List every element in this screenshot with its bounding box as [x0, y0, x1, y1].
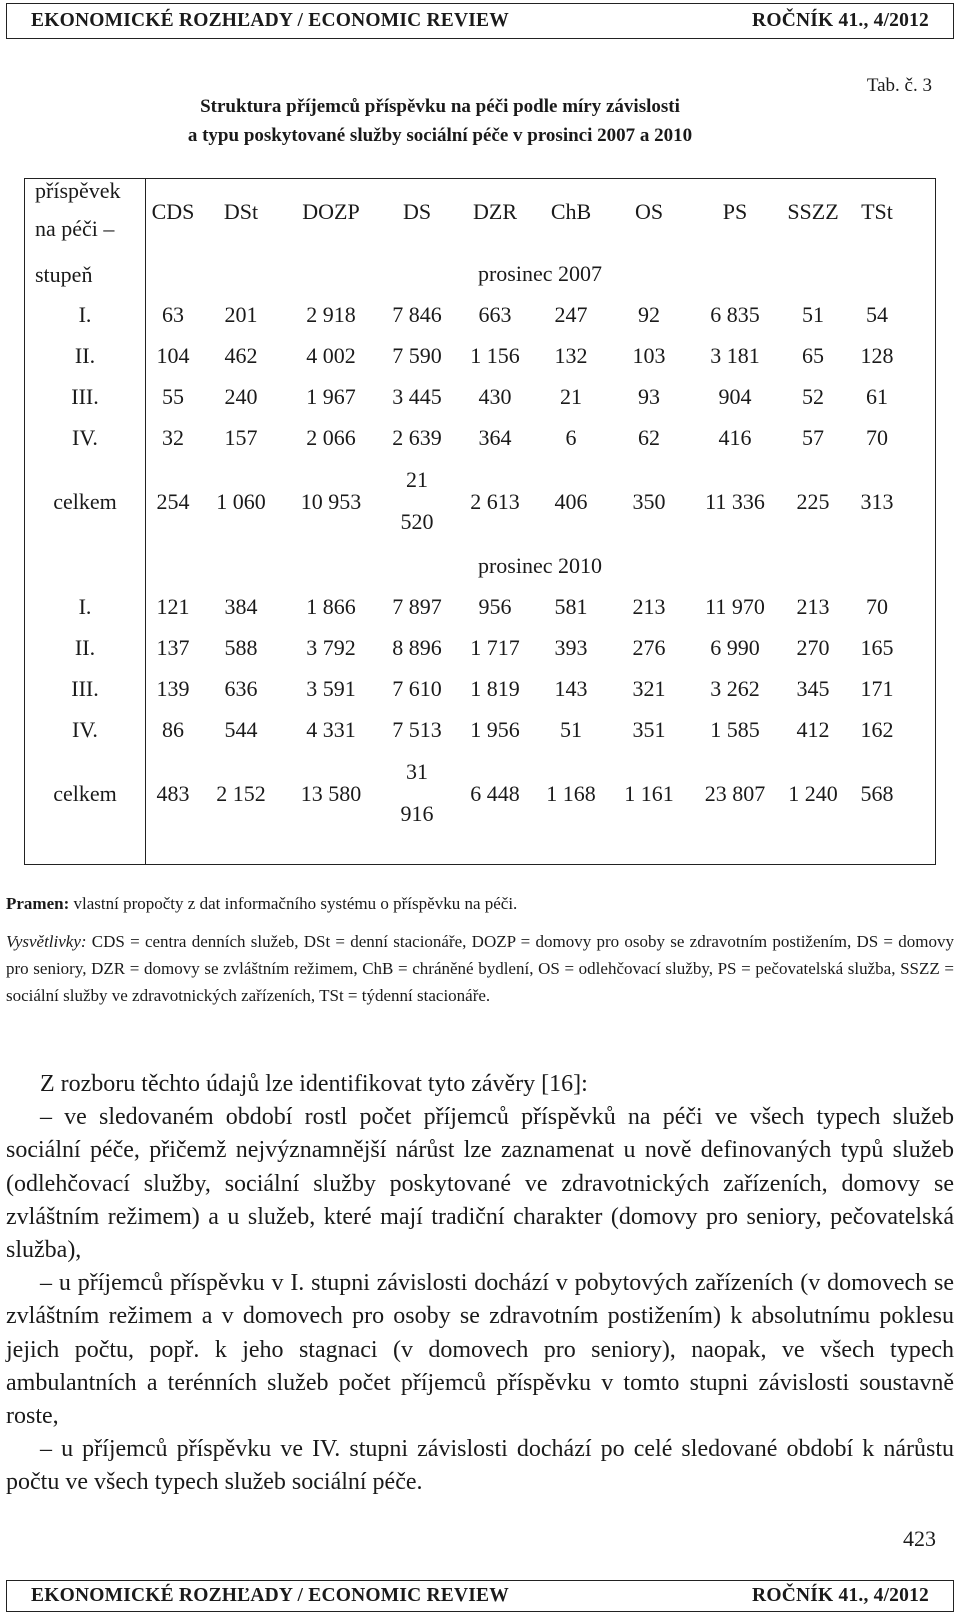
body-point-2: – u příjemců příspěvku v I. stupni závislosti dochází v pobytových zařízeních (v domovech se zvláštním režimem a v domovech pro osoby se zdravotním postižením) k absolutnímu poklesu jejich počtu, popř. k jeho stagnaci (v domovech pro seniory), naopak, ve všech typech ambulantních a terénních služeb počet příjemců příspěvku v tomto stupni závislosti soustavně roste, — [6, 1270, 954, 1430]
table-cell: 165 — [860, 635, 894, 660]
table-cell: 103 — [632, 343, 666, 368]
total-cell: 568 — [860, 781, 894, 806]
table-explanation — [6, 928, 954, 1009]
table-cell: 1 717 — [470, 635, 520, 660]
body-intro: Z rozboru těchto údajů lze identifikovat tyto závěry [16]: — [40, 1071, 588, 1097]
column-header: DSt — [223, 199, 259, 224]
table-source — [6, 894, 517, 914]
table-cell: 663 — [478, 302, 512, 327]
table-cell: 55 — [162, 384, 184, 409]
table-cell: 6 — [565, 425, 577, 450]
table-cell: 270 — [796, 635, 830, 660]
table-caption — [0, 92, 960, 150]
row-label: III. — [71, 384, 99, 409]
column-header: CDS — [151, 199, 195, 224]
body-point-1: – ve sledovaném období rostl počet příjemců příspěvků na péči ve všech typech služeb sociální péče, přičemž nejvýznamnější nárůst lze zaznamenat u nově definovaných typů služeb (odlehčovací služby, sociální služby poskytované ve zdravotnických zařízeních, domovy se zvláštním režimem) a u služeb, které mají tradiční charakter (domovy pro seniory, pečovatelská služba), — [6, 1104, 954, 1264]
row-header-line: stupeň — [35, 262, 93, 287]
table-cell: 384 — [224, 594, 258, 619]
table-cell: 412 — [796, 717, 830, 742]
table-cell: 2 066 — [306, 425, 356, 450]
table-cell: 3 792 — [306, 635, 356, 660]
total-label: celkem — [53, 781, 117, 806]
total-cell: 1 240 — [788, 781, 838, 806]
total-cell: 225 — [796, 489, 830, 514]
table-cell: 132 — [554, 343, 588, 368]
total-ds-part-2: 916 — [400, 801, 434, 826]
caption-line-1: Struktura příjemců příspěvku na péči podle míry závislosti — [200, 96, 680, 117]
table-cell: 32 — [162, 425, 184, 450]
column-header: SSZZ — [787, 199, 839, 224]
table-cell: 393 — [554, 635, 588, 660]
row-label: I. — [78, 302, 92, 327]
row-label: IV. — [72, 425, 98, 450]
total-ds-part-1: 31 — [406, 759, 428, 784]
total-cell: 13 580 — [300, 781, 362, 806]
table-cell: 462 — [224, 343, 258, 368]
table-cell: 416 — [718, 425, 752, 450]
table-cell: 3 591 — [306, 676, 356, 701]
table-cell: 57 — [802, 425, 824, 450]
table-cell: 351 — [632, 717, 666, 742]
table-cell: 544 — [224, 717, 258, 742]
explanation-label: Vysvětlivky: — [6, 932, 87, 951]
table-cell: 1 585 — [710, 717, 760, 742]
total-cell: 254 — [156, 489, 190, 514]
table-cell: 581 — [554, 594, 588, 619]
table-cell: 93 — [638, 384, 660, 409]
row-header-line: na péči – — [35, 216, 115, 241]
table-cell: 636 — [224, 676, 258, 701]
section-title: prosinec 2010 — [477, 553, 603, 578]
table-cell: 65 — [802, 343, 824, 368]
table-cell: 247 — [554, 302, 588, 327]
section-title: prosinec 2007 — [477, 261, 603, 286]
table-cell: 171 — [860, 676, 894, 701]
table-cell: 430 — [478, 384, 512, 409]
caption-line-2: a typu poskytované služby sociální péče v prosinci 2007 a 2010 — [187, 125, 693, 146]
table-cell: 321 — [632, 676, 666, 701]
table-cell: 201 — [224, 302, 258, 327]
column-header: TSt — [861, 199, 893, 224]
column-header: DS — [402, 199, 432, 224]
row-label: II. — [74, 343, 96, 368]
table-cell: 7 610 — [392, 676, 442, 701]
table-cell: 4 331 — [306, 717, 356, 742]
table-cell: 240 — [224, 384, 258, 409]
table-cell: 162 — [860, 717, 894, 742]
explanation-text: CDS = centra denních služeb, DSt = denní stacionáře, DOZP = domovy pro osoby se zdravotním postižením, DS = domovy pro seniory, DZR = domovy se zvláštním režimem, ChB = chráněné bydlení, OS = odlehčovací služby, PS = pečovatelská služba, SSZZ = sociální služby ve zdravotnických zařízeních, TSt = týdenní stacionáře. — [6, 932, 954, 1005]
total-cell: 1 168 — [546, 781, 596, 806]
table-cell: 70 — [866, 594, 888, 619]
table-cell: 157 — [224, 425, 258, 450]
table-cell: 7 846 — [392, 302, 442, 327]
total-ds-part-1: 21 — [406, 467, 428, 492]
table-cell: 345 — [796, 676, 830, 701]
body-text — [6, 1068, 954, 1500]
column-header: ChB — [550, 199, 592, 224]
table-cell: 62 — [638, 425, 660, 450]
table-cell: 2 639 — [392, 425, 442, 450]
table-cell: 1 967 — [306, 384, 356, 409]
table-cell: 2 918 — [306, 302, 356, 327]
total-cell: 483 — [156, 781, 190, 806]
volume-label: ROČNÍK 41., 4/2012 — [752, 10, 929, 31]
table-cell: 1 956 — [470, 717, 520, 742]
source-text: vlastní propočty z dat informačního systému o příspěvku na péči. — [69, 894, 518, 913]
column-header: OS — [634, 199, 664, 224]
table-cell: 1 866 — [306, 594, 356, 619]
total-cell: 2 152 — [216, 781, 266, 806]
table-cell: 364 — [478, 425, 512, 450]
body-point-3: – u příjemců příspěvku ve IV. stupni závislosti dochází po celé sledované období k nárůstu počtu ve všech typech služeb sociální péče. — [6, 1436, 954, 1496]
table-cell: 8 896 — [392, 635, 442, 660]
total-cell: 6 448 — [470, 781, 520, 806]
table-cell: 51 — [802, 302, 824, 327]
table-cell: 3 181 — [710, 343, 760, 368]
table-cell: 213 — [796, 594, 830, 619]
table-cell: 70 — [866, 425, 888, 450]
table-cell: 86 — [162, 717, 184, 742]
total-cell: 1 060 — [216, 489, 266, 514]
table-number: Tab. č. 3 — [866, 75, 932, 96]
table-cell: 21 — [560, 384, 582, 409]
table-cell: 6 835 — [710, 302, 760, 327]
row-header-line: příspěvek — [35, 178, 121, 203]
table-cell: 63 — [162, 302, 184, 327]
table-cell: 1 819 — [470, 676, 520, 701]
table-cell: 4 002 — [306, 343, 356, 368]
table-cell: 7 590 — [392, 343, 442, 368]
total-cell: 10 953 — [300, 489, 362, 514]
total-ds-part-2: 520 — [400, 509, 434, 534]
row-label: III. — [71, 676, 99, 701]
table-cell: 956 — [478, 594, 512, 619]
table-cell: 3 262 — [710, 676, 760, 701]
table-cell: 61 — [866, 384, 888, 409]
table-cell: 7 897 — [392, 594, 442, 619]
total-cell: 350 — [632, 489, 666, 514]
table-cell: 121 — [156, 594, 190, 619]
table-cell: 139 — [156, 676, 190, 701]
table-cell: 588 — [224, 635, 258, 660]
journal-title: EKONOMICKÉ ROZHĽADY / ECONOMIC REVIEW — [31, 10, 509, 31]
table-cell: 11 970 — [705, 594, 765, 619]
table-cell: 52 — [802, 384, 824, 409]
total-cell: 11 336 — [705, 489, 765, 514]
total-cell: 313 — [860, 489, 894, 514]
table-cell: 213 — [632, 594, 666, 619]
column-header: DZR — [473, 199, 517, 224]
journal-title: EKONOMICKÉ ROZHĽADY / ECONOMIC REVIEW — [31, 1585, 509, 1606]
data-table — [24, 178, 936, 865]
volume-label: ROČNÍK 41., 4/2012 — [752, 1585, 929, 1606]
total-cell: 406 — [554, 489, 588, 514]
page-number: 423 — [903, 1526, 936, 1551]
table-cell: 904 — [718, 384, 752, 409]
table-cell: 6 990 — [710, 635, 760, 660]
running-footer — [6, 1580, 954, 1612]
table-cell: 137 — [156, 635, 190, 660]
table-cell: 54 — [866, 302, 888, 327]
total-cell: 2 613 — [470, 489, 520, 514]
table-cell: 3 445 — [392, 384, 442, 409]
table-cell: 51 — [560, 717, 582, 742]
table-cell: 276 — [632, 635, 666, 660]
row-label: II. — [74, 635, 96, 660]
table-cell: 1 156 — [470, 343, 520, 368]
table-cell: 128 — [860, 343, 894, 368]
column-header: DOZP — [302, 199, 360, 224]
table-cell: 92 — [638, 302, 660, 327]
total-label: celkem — [53, 489, 117, 514]
total-cell: 23 807 — [704, 781, 766, 806]
source-label: Pramen: — [6, 894, 70, 913]
running-header — [6, 3, 954, 39]
total-cell: 1 161 — [624, 781, 674, 806]
table-cell: 7 513 — [392, 717, 442, 742]
table-cell: 104 — [156, 343, 190, 368]
column-header: PS — [722, 199, 748, 224]
row-label: I. — [78, 594, 92, 619]
row-label: IV. — [72, 717, 98, 742]
table-cell: 143 — [554, 676, 588, 701]
